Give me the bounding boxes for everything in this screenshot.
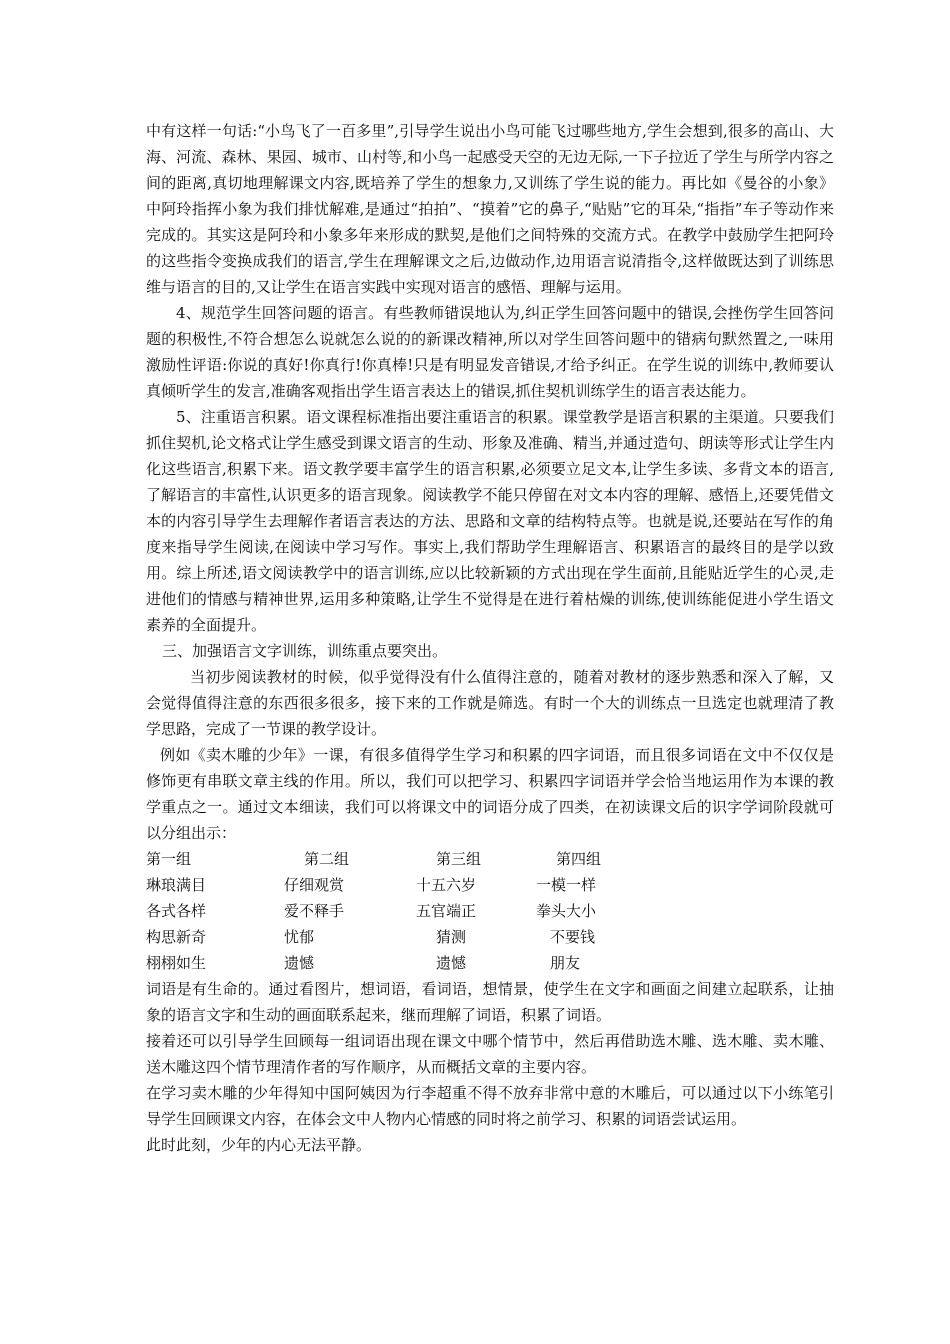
table-header-cell: 第一组 (146, 850, 192, 868)
table-cell: 遗憾 (284, 954, 315, 972)
table-cell: 一模一样 (536, 876, 597, 894)
paragraph-intro: 中有这样一句话:“小鸟飞了一百多里”,引导学生说出小鸟可能飞过哪些地方,学生会想到,很多的高山、大海、河流、森林、果园、城市、山村等,和小鸟一起感受天空的无边无际,一下子拉近了学生与所学内容之间的距离,真切地理解课文内容,既培养了学生的想象力,又训练了学生说的能力。再比如《曼谷的小象》中阿玲指挥小象为我们排忧解难,是通过“拍拍”、“摸着”它的鼻子,“贴贴”它的耳朵,“指指”车子等动作来完成的。其实这是阿玲和小象多年来形成的默契,是他们之间特殊的交流方式。在教学中鼓励学生把阿玲的这些指令变换成我们的语言,学生在理解课文之后,边做动作,边用语言说清指令,这样做既达到了训练思维与语言的目的,又让学生在语言实践中实现对语言的感悟、理解与运用。 (146, 122, 834, 296)
table-row (146, 872, 676, 898)
paragraph-writing-practice: 在学习卖木雕的少年得知中国阿姨因为行李超重不得不放弃非常中意的木雕后，可以通过以下小练笔引导学生回顾课文内容，在体会文中人物内心情感的同时将之前学习、积累的词语尝试运用。 (146, 1084, 834, 1128)
paragraph-point-4: 4、规范学生回答问题的语言。有些教师错误地认为,纠正学生回答问题中的错误,会挫伤学生回答问题的积极性,不符合想怎么说就怎么说的的新课改精神,所以对学生回答问题中的错病句默然置之,一味用激励性评语:你说的真好!你真行!你真棒!只是有明显发音错误,才给予纠正。在学生说的训练中,教师要认真倾听学生的发言,准确客观指出学生语言表达上的错误,抓住契机训练学生的语言表达能力。 (146, 304, 834, 400)
document-page (146, 118, 834, 1158)
table-row (146, 898, 676, 924)
table-cell: 不要钱 (550, 928, 596, 946)
table-cell: 猜测 (436, 928, 467, 946)
table-cell: 十五六岁 (416, 876, 477, 894)
paragraph-words-alive: 词语是有生命的。通过看图片，想词语，看词语，想情景，使学生在文字和画面之间建立起联系，让抽象的语言文字和生动的画面联系起来，继而理解了词语，积累了词语。 (146, 980, 834, 1024)
table-row (146, 950, 676, 976)
word-group-table (146, 846, 676, 976)
paragraph-review-plot: 接着还可以引导学生回顾每一组词语出现在课文中哪个情节中，然后再借助选木雕、选木雕、卖木雕、送木雕这四个情节理清作者的写作顺序，从而概括文章的主要内容。 (146, 1032, 834, 1076)
table-header-cell: 第三组 (436, 850, 482, 868)
table-cell: 爱不释手 (284, 902, 345, 920)
paragraph-point-5: 5、注重语言积累。语文课程标准指出要注重语言的积累。课堂教学是语言积累的主渠道。只要我们抓住契机,论文格式让学生感受到课文语言的生动、形象及准确、精当,并通过造句、朗读等形式让学生内化这些语言,积累下来。语文教学要丰富学生的语言积累,必须要立足文本,让学生多读、多背文本的语言,了解语言的丰富性,认识更多的语言现象。阅读教学不能只停留在对文本内容的理解、感悟上,还要凭借文本的内容引导学生去理解作者语言表达的方法、思路和文章的结构特点等。也就是说,还要站在写作的角度来指导学生阅读,在阅读中学习写作。事实上,我们帮助学生理解语言、积累语言的最终目的是学以致用。综上所述,语文阅读教学中的语言训练,应以比较新颖的方式出现在学生面前,且能贴近学生的心灵,走进他们的情感与精神世界,运用多种策略,让学生不觉得是在进行着枯燥的训练,使训练能促进小学生语文素养的全面提升。 (146, 408, 834, 634)
table-cell: 忧郁 (284, 928, 315, 946)
table-header-cell: 第四组 (556, 850, 602, 868)
table-cell: 仔细观赏 (284, 876, 345, 894)
table-cell: 拳头大小 (536, 902, 597, 920)
table-header-cell: 第二组 (304, 850, 350, 868)
paragraph-reading-material: 当初步阅读教材的时候，似乎觉得没有什么值得注意的，随着对教材的逐步熟悉和深入了解，又会觉得值得注意的东西很多很多，接下来的工作就是筛选。有时一个大的训练点一旦选定也就理清了教学思路，完成了一节课的教学设计。 (146, 668, 834, 738)
table-cell: 栩栩如生 (146, 954, 207, 972)
table-cell: 朋友 (550, 954, 581, 972)
paragraph-example: 例如《卖木雕的少年》一课，有很多值得学生学习和积累的四字词语，而且很多词语在文中不仅仅是修饰更有串联文章主线的作用。所以，我们可以把学习、积累四字词语并学会恰当地运用作为本课的教学重点之一。通过文本细读，我们可以将课文中的词语分成了四类，在初读课文后的识字学词阶段就可以分组出示： (146, 746, 834, 842)
table-header-row (146, 846, 676, 872)
table-row (146, 924, 676, 950)
table-cell: 五官端正 (416, 902, 477, 920)
table-cell: 琳琅满目 (146, 876, 207, 894)
table-cell: 构思新奇 (146, 928, 207, 946)
table-cell: 遗憾 (436, 954, 467, 972)
table-cell: 各式各样 (146, 902, 207, 920)
section-heading-3: 三、加强语言文字训练，训练重点要突出。 (162, 642, 448, 660)
paragraph-final-line: 此时此刻，少年的内心无法平静。 (146, 1136, 372, 1154)
